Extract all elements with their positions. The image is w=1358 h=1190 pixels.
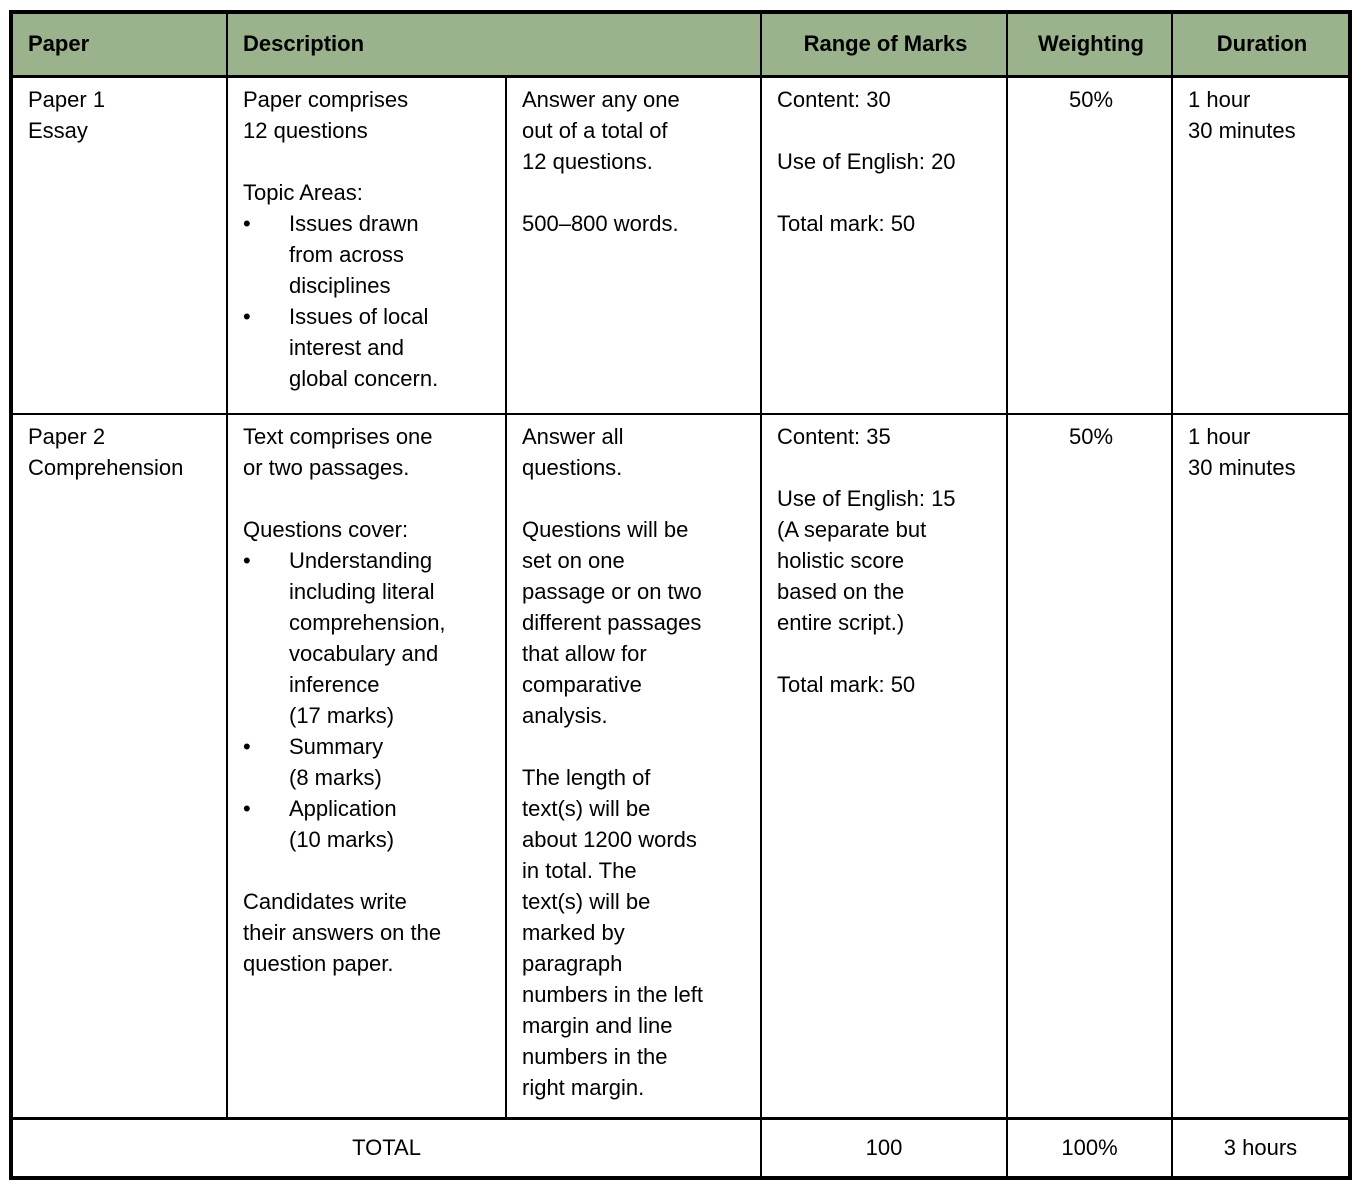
paper-cell: [11, 76, 227, 414]
bullet-text: Summary (8 marks): [289, 734, 384, 790]
bullet-text: Issues of local interest and global concern.: [289, 303, 439, 391]
paragraph: Content: 30: [777, 86, 891, 112]
weighting-cell: [1007, 414, 1172, 1118]
bullet-icon: •: [243, 303, 251, 329]
bullet-icon: •: [243, 734, 251, 759]
marks-cell: [761, 414, 1007, 1118]
bullet-text: Application (10 marks): [289, 796, 397, 852]
table-row: [11, 414, 1350, 1118]
total-row: [11, 1118, 1350, 1178]
paragraph: Use of English: 15 (A separate but holistic score based on the entire script.): [777, 486, 956, 635]
paragraph: Topic Areas:: [243, 179, 363, 205]
table-body: [11, 76, 1350, 1118]
paragraph: The length of text(s) will be about 1200 words in total. The text(s) will be marked by paragraph numbers in the left margin and line numbers in the right margin.: [522, 765, 703, 1100]
paragraph: Questions cover:: [243, 517, 409, 542]
paragraph: Paper 1 Essay: [28, 86, 106, 143]
paragraph: 50%: [1068, 86, 1114, 112]
table-header-row: [11, 12, 1350, 76]
paragraph: 500–800 words.: [522, 210, 679, 236]
paragraph: Paper 2 Comprehension: [28, 424, 184, 480]
paragraph: 1 hour 30 minutes: [1188, 86, 1296, 143]
description-main-cell: [227, 414, 506, 1118]
bullet-list: [243, 208, 493, 394]
bullet-item: [243, 545, 493, 731]
duration-cell: [1172, 414, 1350, 1118]
description-side-cell: [506, 414, 761, 1118]
bullet-icon: •: [243, 796, 251, 821]
weighting-cell: [1007, 76, 1172, 414]
bullet-icon: •: [243, 210, 251, 236]
bullet-item: [243, 731, 493, 793]
duration-cell: [1172, 76, 1350, 414]
bullet-list: [243, 545, 493, 855]
bullet-text: Understanding including literal comprehension, vocabulary and inference (17 marks): [289, 548, 446, 728]
table-row: [11, 76, 1350, 414]
paragraph: Content: 35: [777, 424, 891, 449]
total-label-cell: TOTAL: [11, 1118, 761, 1178]
bullet-text: Issues drawn from across disciplines: [289, 210, 419, 298]
marks-cell: [761, 76, 1007, 414]
bullet-icon: •: [243, 548, 251, 573]
description-side-cell: [506, 76, 761, 414]
bullet-item: [243, 208, 493, 301]
paragraph: Answer any one out of a total of 12 questions.: [522, 86, 680, 174]
total-marks-cell: 100: [761, 1118, 1007, 1178]
header-range-of-marks: Range of Marks: [761, 12, 1007, 76]
header-paper: Paper: [11, 12, 227, 76]
paragraph: Total mark: 50: [777, 210, 916, 236]
description-main-cell: [227, 76, 506, 414]
total-duration-cell: 3 hours: [1172, 1118, 1350, 1178]
header-duration: Duration: [1172, 12, 1350, 76]
bullet-item: [243, 793, 493, 855]
paragraph: 50%: [1068, 424, 1114, 449]
paragraph: Answer all questions.: [522, 424, 624, 480]
paragraph: Text comprises one or two passages.: [243, 424, 433, 480]
paragraph: Candidates write their answers on the question paper.: [243, 889, 442, 976]
paragraph: Questions will be set on one passage or on two different passages that allow for comparative analysis.: [522, 517, 702, 728]
exam-format-table: [9, 10, 1352, 1180]
total-weighting-cell: 100%: [1007, 1118, 1172, 1178]
header-weighting: Weighting: [1007, 12, 1172, 76]
bullet-item: [243, 301, 493, 394]
paragraph: Use of English: 20: [777, 148, 956, 174]
paragraph: 1 hour 30 minutes: [1188, 424, 1296, 480]
paragraph: Total mark: 50: [777, 672, 916, 697]
paragraph: Paper comprises 12 questions: [243, 86, 409, 143]
paper-cell: [11, 414, 227, 1118]
header-description: Description: [227, 12, 761, 76]
